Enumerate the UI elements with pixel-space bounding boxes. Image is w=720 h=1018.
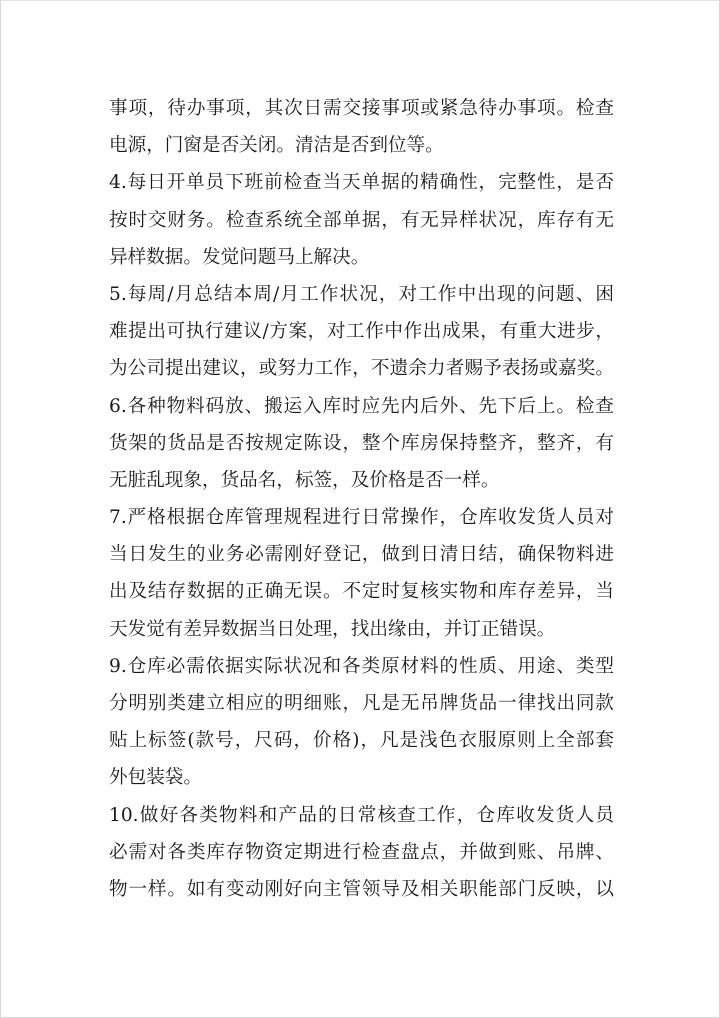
- text-line: 物一样。如有变动刚好向主管领导及相关职能部门反映，以: [109, 878, 614, 900]
- text-line: 7.严格根据仓库管理规程进行日常操作，仓库收发货人员对: [109, 507, 614, 529]
- text-line: 9.仓库必需依据实际状况和各类原材料的性质、用途、类型: [109, 655, 614, 677]
- text-line: 当日发生的业务必需刚好登记，做到日清日结，确保物料进: [109, 544, 614, 566]
- text-line: 4.每日开单员下班前检查当天单据的精确性，完整性，是否: [109, 172, 614, 194]
- text-line: 为公司提出建议，或努力工作，不遗余力者赐予表扬或嘉奖。: [109, 358, 614, 380]
- text-line: 分明别类建立相应的明细账，凡是无吊牌货品一律找出同款: [109, 693, 614, 714]
- text-line: 外包装袋。: [109, 767, 202, 789]
- text-line: 出及结存数据的正确无误。不定时复核实物和库存差异，当: [109, 581, 614, 603]
- text-line: 天发觉有差异数据当日处理，找出缘由，并订正错误。: [109, 618, 556, 640]
- text-line: 事项，待办事项，其次日需交接事项或紧急待办事项。检查: [109, 98, 614, 119]
- text-line: 贴上标签(款号，尺码，价格)，凡是浅色衣服原则上全部套: [109, 730, 614, 752]
- text-line: 6.各种物料码放、搬运入库时应先内后外、先下后上。检查: [109, 395, 614, 417]
- document-body: [109, 90, 614, 908]
- text-line: 必需对各类库存物资定期进行检查盘点，并做到账、吊牌、: [109, 841, 614, 863]
- text-line: 5.每周/月总结本周/月工作状况，对工作中出现的问题、困: [109, 283, 614, 305]
- text-line: 难提出可执行建议/方案，对工作中作出成果，有重大进步，: [109, 321, 614, 343]
- text-line: 无脏乱现象，货品名，标签，及价格是否一样。: [109, 469, 500, 491]
- text-line: 10.做好各类物料和产品的日常核查工作，仓库收发货人员: [109, 804, 614, 826]
- text-line: 电源，门窗是否关闭。清洁是否到位等。: [109, 135, 444, 157]
- text-line: 异样数据。发觉问题马上解决。: [109, 246, 370, 268]
- text-line: 按时交财务。检查系统全部单据，有无异样状况，库存有无: [109, 209, 614, 231]
- text-line: 货架的货品是否按规定陈设，整个库房保持整齐，整齐，有: [109, 432, 614, 454]
